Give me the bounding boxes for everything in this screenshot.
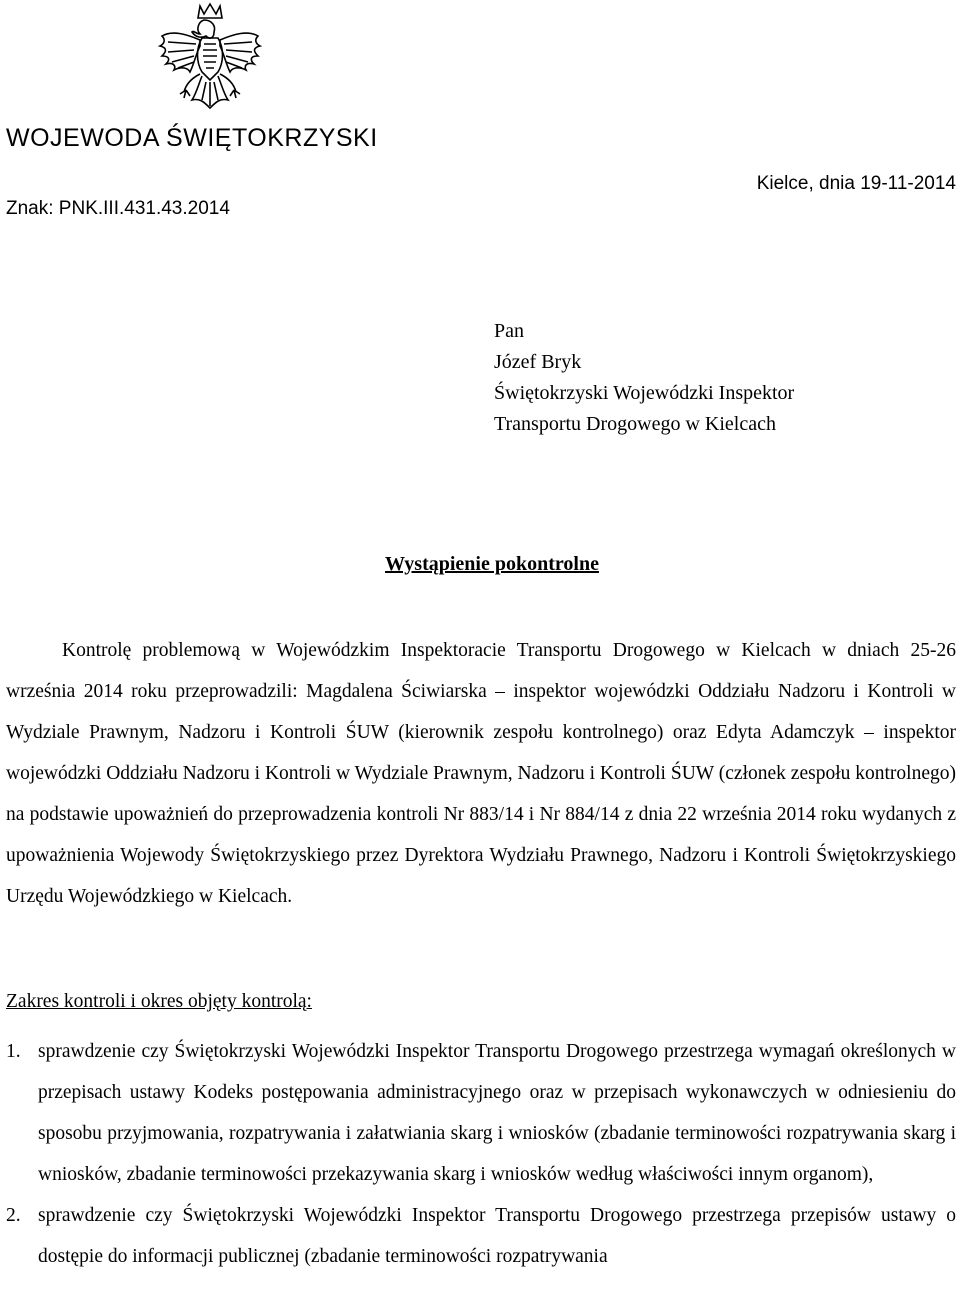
list-item-number: 2. [6, 1205, 21, 1226]
addressee-block [494, 316, 794, 440]
reference-number: Znak: PNK.III.431.43.2014 [6, 198, 230, 219]
addressee-name: Józef Bryk [494, 351, 582, 373]
issuing-authority: WOJEWODA ŚWIĘTOKRZYSKI [6, 124, 378, 152]
document-title: Wystąpienie pokontrolne [385, 553, 599, 575]
addressee-position-line-1: Świętokrzyski Wojewódzki Inspektor [494, 382, 795, 404]
list-item-text: sprawdzenie czy Świętokrzyski Wojewódzki Inspektor Transportu Drogowego przestrzega wymagań określonych w przepisach ustawy Kodeks postępowania administracyjnego oraz w przepisach wykonawczych w odniesieniu do sposobu przyjmowania, rozpatrywania i załatwiania skarg i wniosków (zbadanie terminowości rozpatrywania skarg i wniosków, zbadanie terminowości przekazywania skarg i wniosków według właściwości innym organom), [38, 1041, 956, 1185]
polish-eagle-emblem-icon [156, 0, 264, 112]
list-item [6, 1031, 956, 1195]
list-item-number: 1. [6, 1041, 21, 1062]
intro-paragraph [6, 630, 956, 917]
list-item-text: sprawdzenie czy Świętokrzyski Wojewódzki Inspektor Transportu Drogowego przestrzega przepisów ustawy o dostępie do informacji publicznej (zbadanie terminowości rozpatrywania [38, 1205, 956, 1267]
addressee-position-line-2: Transportu Drogowego w Kielcach [494, 413, 776, 435]
addressee-salutation: Pan [494, 320, 524, 342]
scope-heading: Zakres kontroli i okres objęty kontrolą: [6, 991, 312, 1012]
intro-paragraph-text: Kontrolę problemową w Wojewódzkim Inspektoracie Transportu Drogowego w Kielcach w dniach 25-26 września 2014 roku przeprowadzili: Magdalena Ściwiarska – inspektor wojewódzki Oddziału Nadzoru i Kontroli w Wydziale Prawnym, Nadzoru i Kontroli ŚUW (kierownik zespołu kontrolnego) oraz Edyta Adamczyk – inspektor wojewódzki Oddziału Nadzoru i Kontroli w Wydziale Prawnym, Nadzoru i Kontroli ŚUW (członek zespołu kontrolnego) na podstawie upoważnień do przeprowadzenia kontroli Nr 883/14 i Nr 884/14 z dnia 22 września 2014 roku wydanych z upoważnienia Wojewody Świętokrzyskiego przez Dyrektora Wydziału Prawnego, Nadzoru i Kontroli Świętokrzyskiego Urzędu Wojewódzkiego w Kielcach. [6, 640, 956, 907]
place-and-date: Kielce, dnia 19-11-2014 [756, 173, 956, 194]
list-item [6, 1195, 956, 1277]
scope-list [6, 1031, 956, 1277]
